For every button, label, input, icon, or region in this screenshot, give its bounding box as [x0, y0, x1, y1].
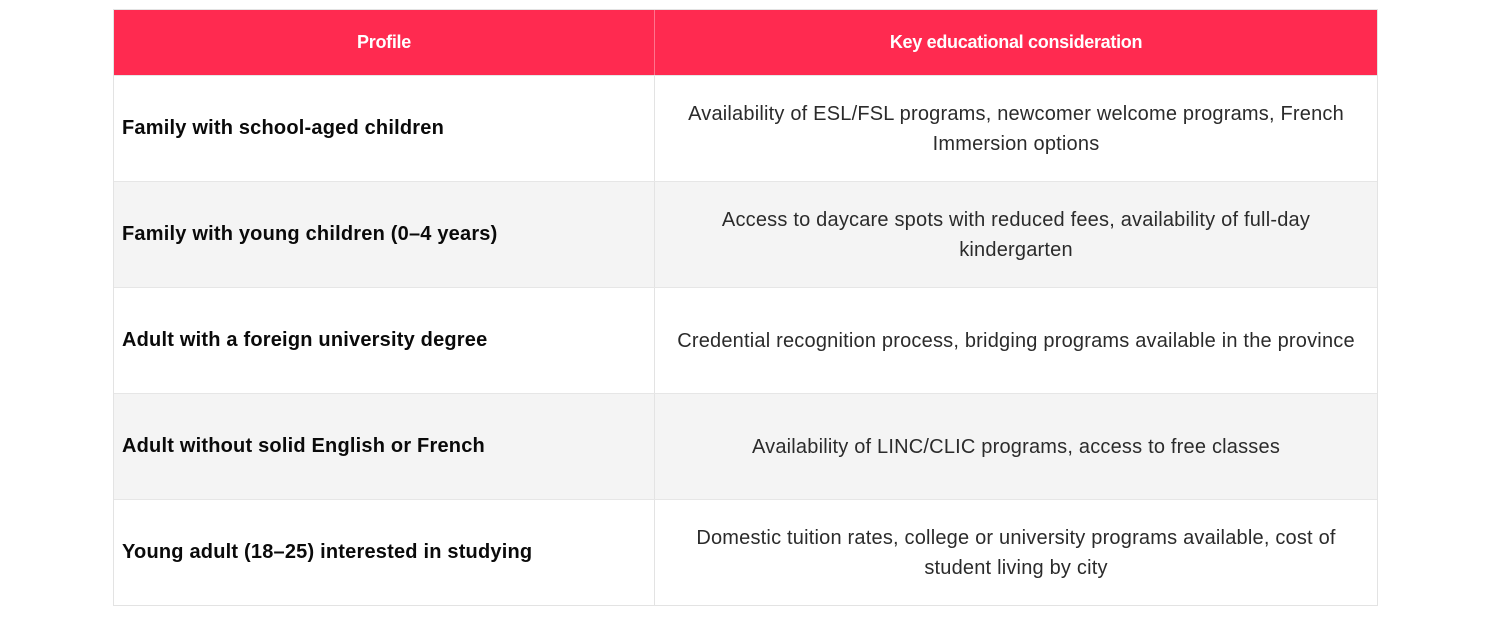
- table-row: [114, 499, 1377, 605]
- consideration-cell: Availability of ESL/FSL programs, newcomer welcome programs, French Immersion options: [688, 102, 1344, 155]
- profile-cell: Family with school-aged children: [114, 76, 655, 181]
- table-row: [114, 393, 1377, 499]
- header-key-consideration: Key educational consideration: [889, 32, 1143, 52]
- table-row: [114, 75, 1377, 181]
- consideration-cell: Domestic tuition rates, college or university programs available, cost of student living by city: [696, 526, 1336, 579]
- education-table: [113, 9, 1378, 606]
- profile-cell: Adult without solid English or French: [114, 394, 655, 499]
- profile-cell: Adult with a foreign university degree: [114, 288, 655, 393]
- profile-cell: Young adult (18–25) interested in studying: [114, 500, 655, 605]
- consideration-cell: Credential recognition process, bridging programs available in the province: [677, 329, 1355, 352]
- consideration-cell: Availability of LINC/CLIC programs, access to free classes: [751, 435, 1281, 458]
- profile-cell: Family with young children (0–4 years): [114, 182, 655, 287]
- table-row: [114, 181, 1377, 287]
- header-profile: Profile: [114, 10, 655, 75]
- table-header-row: [114, 10, 1377, 75]
- table-row: [114, 287, 1377, 393]
- consideration-cell: Access to daycare spots with reduced fees, availability of full-day kindergarten: [721, 208, 1311, 261]
